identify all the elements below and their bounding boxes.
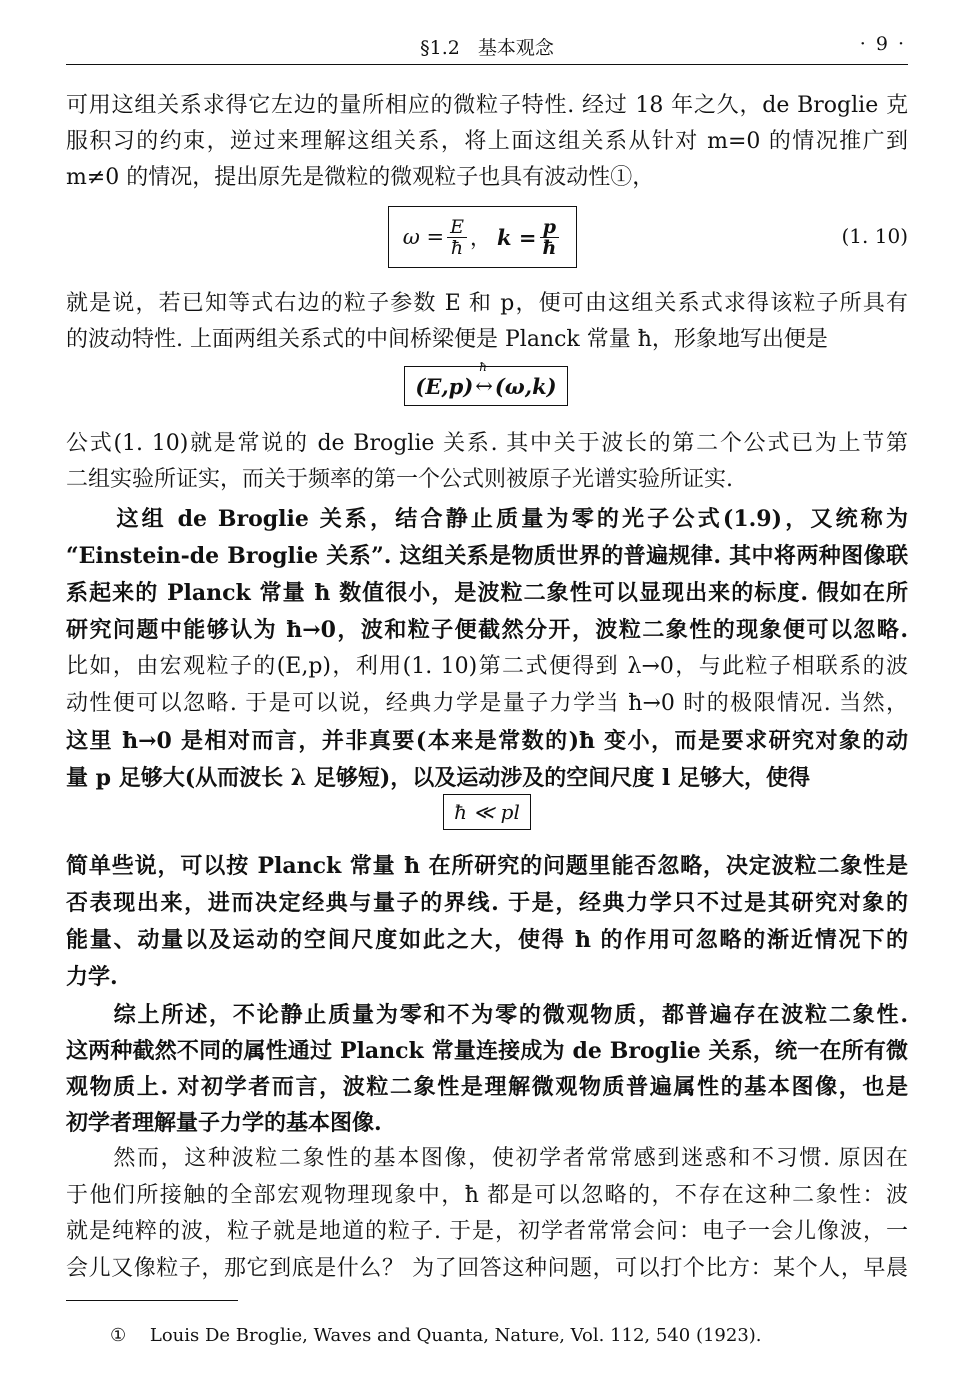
text-line: 动性便可以忽略. 于是可以说，经典力学是量子力学当 ħ→0 时的极限情况. 当然， [66,691,908,716]
text-line: 能量、动量以及运动的空间尺度如此之大，使得 ħ 的作用可忽略的渐近情况下的 [66,927,908,953]
text-line: 比如，由宏观粒子的(E,p)，利用(1. 10)第二式便得到 λ→0，与此粒子相联系的波 [66,654,908,679]
arrow-label-hbar: ħ [479,360,487,374]
text-line: “Einstein-de Broglie 关系”. 这组关系是物质世界的普遍规律. 其中将两种图像联 [66,543,908,569]
classical-condition: ħ ≪ pl [454,800,520,824]
text-line: 的波动特性. 上面两组关系式的中间桥梁便是 Planck 常量 ħ，形象地写出便是 [66,327,828,352]
page-number: · 9 · [859,33,906,55]
running-header [66,30,908,65]
text-line: 然而，这种波粒二象性的基本图像，使初学者常常感到迷惑和不习惯. 原因在 [66,1146,908,1171]
footnote-citation: Louis De Broglie, Waves and Quanta, Nature, Vol. 112, 540 (1923). [149,1325,762,1346]
header-title [66,33,908,60]
text-line: 观物质上. 对初学者而言，波粒二象性是理解微观物质普遍属性的基本图像，也是 [66,1074,908,1100]
text-line: 初学者理解量子力学的基本图像. [66,1110,382,1136]
text-line: 简单些说，可以按 Planck 常量 ħ 在所研究的问题里能否忽略，决定波粒二象性是 [66,853,908,879]
omega-lhs: ω = [402,225,445,249]
text-line: 就是纯粹的波，粒子就是地道的粒子. 于是，初学者常常会问：电子一会儿像波，一 [66,1219,908,1244]
momentum-symbol: p [540,217,559,238]
classical-condition-box [443,794,531,830]
text-line: 力学. [66,964,118,990]
text-line: 量 p 足够大(从而波长 λ 足够短)，以及运动涉及的空间尺度 l 足够大，使得 [66,765,810,791]
momentum-fraction [539,217,559,258]
text-line: 这里 ħ→0 是相对而言，并非真要(本来是常数的)ħ 变小，而是要求研究对象的动 [66,728,908,754]
energy-fraction [447,217,467,258]
section-title: 基本观念 [477,37,554,59]
hbar-symbol: ħ [542,236,557,259]
footnote-rule [66,1300,238,1301]
text-line: 这两种截然不同的属性通过 Planck 常量连接成为 de Broglie 关系，统一在所有微 [66,1038,908,1064]
k-lhs: k = [496,224,537,250]
energy-symbol: E [447,217,467,238]
text-line: 服积习的约束，逆过来理解这组关系，将上面这组关系从针对 m=0 的情况推广到 [66,129,908,154]
text-line: 综上所述，不论静止质量为零和不为零的微观物质，都普遍存在波粒二象性. [66,1002,908,1028]
text-line: 研究问题中能够认为 ħ→0，波和粒子便截然分开，波粒二象性的现象便可以忽略. [66,617,908,643]
text-line: 会儿又像粒子，那它到底是什么？ 为了回答这种问题，可以打个比方：某个人，早晨 [66,1256,908,1281]
section-number: §1.2 [420,37,460,59]
text-line: 公式(1. 10)就是常说的 de Broglie 关系. 其中关于波长的第二个公式已为上节第 [66,431,908,456]
text-line: 系起来的 Planck 常量 ħ 数值很小，是波粒二象性可以显现出来的标度. 假如在所 [66,580,908,606]
hbar-symbol: ħ [450,236,464,259]
equation-separator: ， [469,226,491,250]
text-line: 就是说，若已知等式右边的粒子参数 E 和 p，便可由这组关系式求得该粒子所具有 [66,291,908,316]
footnote-marker: ① [110,1325,127,1346]
text-line: 这组 de Broglie 关系，结合静止质量为零的光子公式(1.9)，又统称为 [66,506,908,532]
footnote [110,1325,762,1346]
text-line: 于他们所接触的全部宏观物理现象中，ħ 都是可以忽略的，不存在这种二象性：波 [66,1183,908,1208]
wave-params: (ω,k) [494,373,557,399]
bridge-arrow [475,360,493,398]
text-line: 否表现出来，进而决定经典与量子的界线. 于是，经典力学只不过是其研究对象的 [66,890,908,916]
double-arrow-icon: ↔ [475,374,493,398]
text-line: 可用这组关系求得它左边的量所相应的微粒子特性. 经过 18 年之久，de Broglie 克 [66,93,908,118]
bridge-relation-box [404,360,568,406]
equation-number: (1. 10) [841,224,908,248]
equation-1-10-box [388,206,577,268]
particle-params: (E,p) [415,373,474,399]
text-line: 二组实验所证实，而关于频率的第一个公式则被原子光谱实验所证实. [66,467,733,492]
text-line: m≠0 的情况，提出原先是微粒的微观粒子也具有波动性①， [66,165,655,190]
